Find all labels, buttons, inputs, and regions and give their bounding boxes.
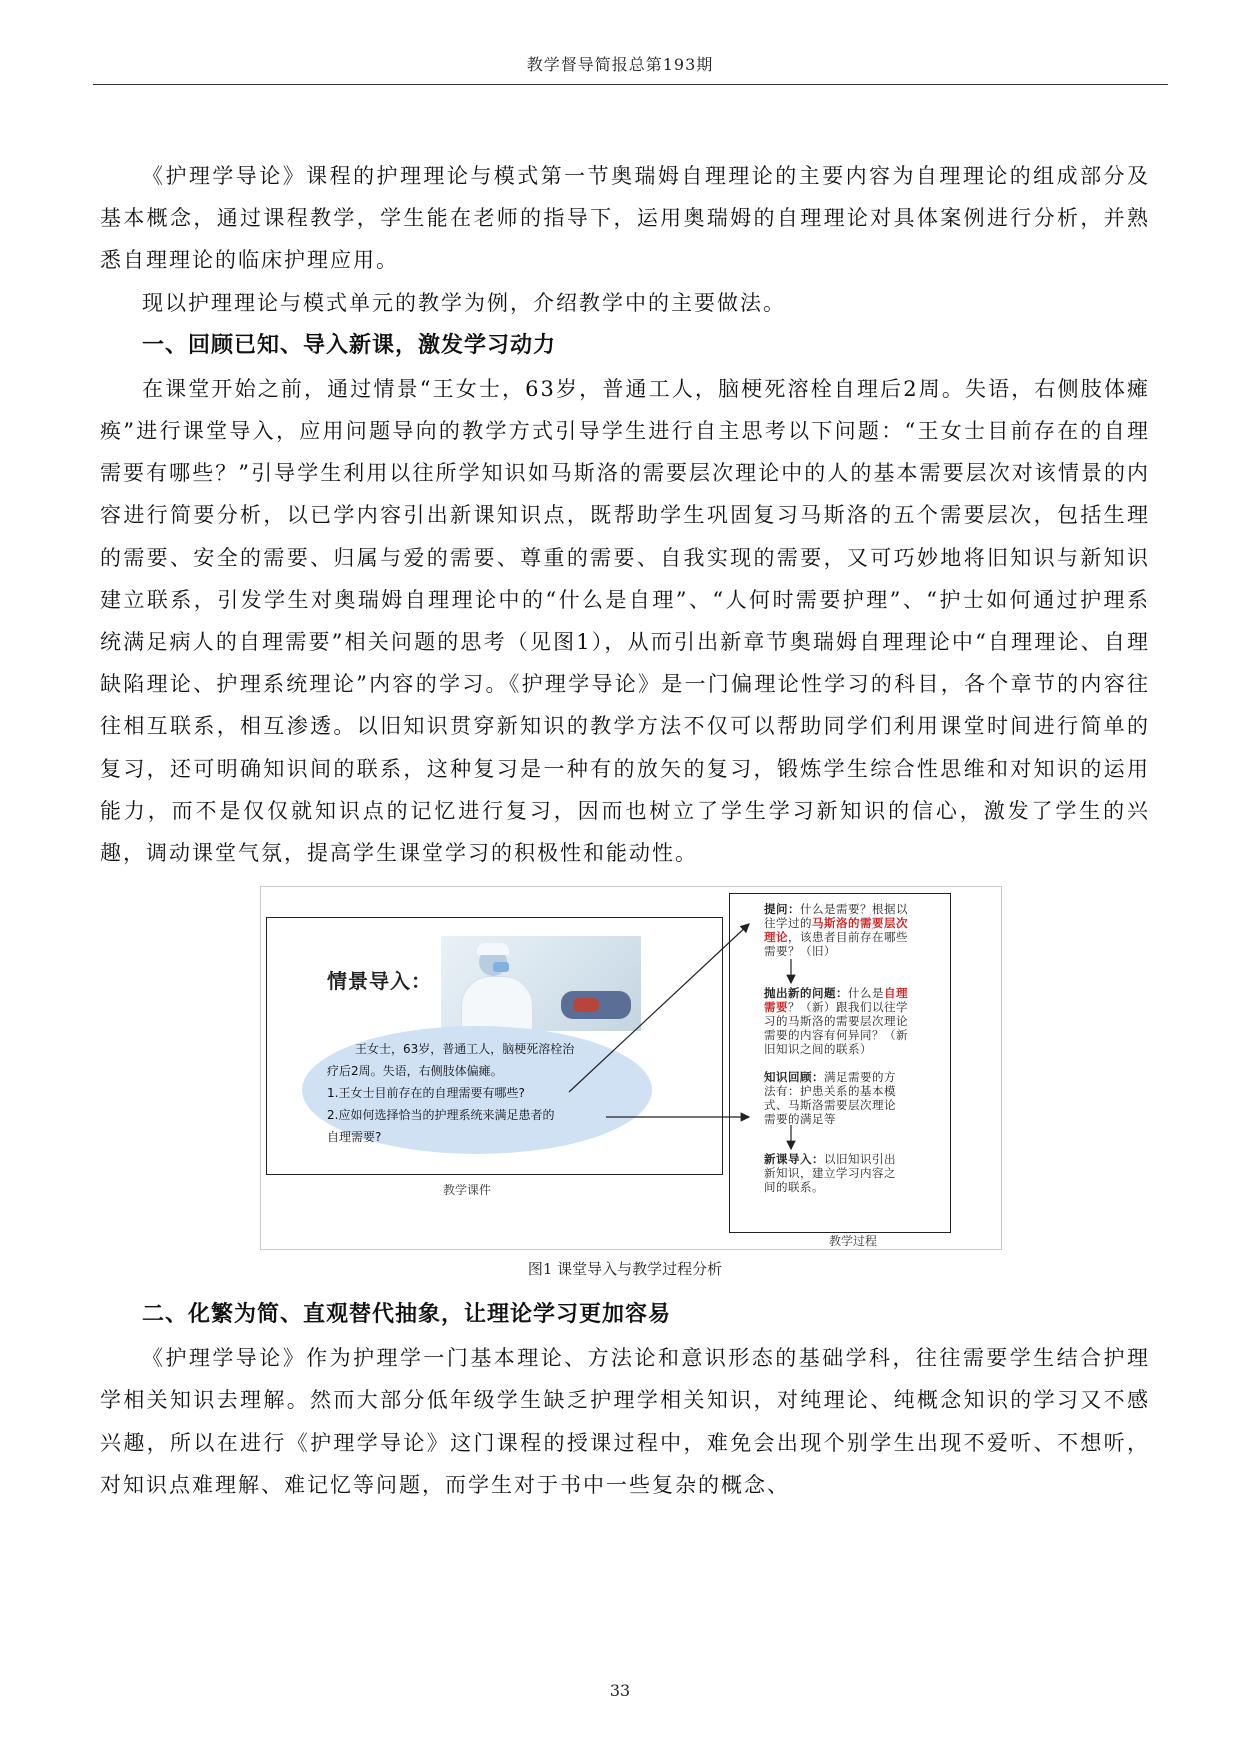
figure-arrows — [261, 887, 1001, 1249]
intro-paragraph-1: 《护理学导论》课程的护理理论与模式第一节奥瑞姆自理理论的主要内容为自理理论的组成部分及基本概念，通过课程教学，学生能在老师的指导下，运用奥瑞姆的自理理论对具体案例进行分析，并熟悉自理理论的临床护理应用。 — [100, 164, 1150, 273]
slide-title: 情景导入： — [327, 969, 432, 994]
process-step-3: 知识回顾：满足需要的方 法有：护患关系的基本模 式、马斯洛需要层次理论 需要的满足等 — [764, 1070, 896, 1127]
figure-1-caption: 图1 课堂导入与教学过程分析 — [527, 1260, 723, 1279]
page-body — [100, 155, 1150, 1506]
section-2-paragraph: 《护理学导论》作为护理学一门基本理论、方法论和意识形态的基础学科，往往需要学生结合护理学相关知识去理解。然而大部分低年级学生缺乏护理学相关知识，对纯理论、纯概念知识的学习又不感兴趣，所以在进行《护理学导论》这门课程的授课过程中，难免会出现个别学生出现不爱听、不想听，对知识点难理解、难记忆等问题，而学生对于书中一些复杂的概念、 — [100, 1346, 1150, 1497]
process-step-2: 抛出新的问题：什么是自理 需要？（新）跟我们以往学 习的马斯洛的需要层次理论 需要的内容有何异同？（新 旧知识之间的联系） — [764, 986, 908, 1057]
question-2b: 自理需要? — [327, 1130, 382, 1145]
section-2-heading: 二、化繁为简、直观替代抽象，让理论学习更加容易 — [142, 1302, 672, 1328]
scenario-line-1: 王女士，63岁，普通工人，脑梗死溶栓治 — [355, 1042, 575, 1057]
section-1-paragraph: 在课堂开始之前，通过情景“王女士，63岁，普通工人，脑梗死溶栓自理后2周。失语，右侧肢体瘫痪”进行课堂导入，应用问题导向的教学方式引导学生进行自主思考以下问题：“王女士目前存在的自理需要有哪些？”引导学生利用以往所学知识如马斯洛的需要层次理论中的人的基本需要层次对该情景的内容进行简要分析，以已学内容引出新课知识点，既帮助学生巩固复习马斯洛的五个需要层次，包括生理的需要、安全的需要、归属与爱的需要、尊重的需要、自我实现的需要，又可巧妙地将旧知识与新知识建立联系，引发学生对奥瑞姆自理理论中的“什么是自理”、“人何时需要护理”、“护士如何通过护理系统满足病人的自理需要”相关问题的思考（见图1），从而引出新章节奥瑞姆自理理论中“自理理论、自理缺陷理论、护理系统理论”内容的学习。《护理学导论》是一门偏理论性学习的科目，各个章节的内容往往相互联系，相互渗透。以旧知识贯穿新知识的教学方法不仅可以帮助同学们利用课堂时间进行简单的复习，还可明确知识间的联系，这种复习是一种有的放矢的复习，锻炼学生综合性思维和对知识的运用能力，而不是仅仅就知识点的记忆进行复习，因而也树立了学生学习新知识的信心，激发了学生的兴趣，调动课堂气氛，提高学生课堂学习的积极性和能动性。 — [100, 376, 1150, 866]
header-rule — [93, 84, 1168, 85]
process-step-4: 新课导入：以旧知识引出 新知识，建立学习内容之 间的联系。 — [764, 1152, 896, 1195]
figure-1 — [100, 886, 1150, 1279]
question-2a: 2.应如何选择恰当的护理系统来满足患者的 — [327, 1108, 555, 1123]
page-number: 33 — [609, 1681, 631, 1700]
intro-paragraph-2: 现以护理理论与模式单元的教学为例，介绍教学中的主要做法。 — [142, 290, 786, 315]
section-1-heading: 一、回顾已知、导入新课，激发学习动力 — [142, 332, 557, 358]
courseware-label: 教学课件 — [443, 1183, 492, 1198]
process-label: 教学过程 — [829, 1234, 878, 1249]
question-1: 1.王女士目前存在的自理需要有哪些? — [327, 1086, 525, 1101]
arrow-question1-to-step1 — [569, 924, 749, 1092]
scenario-line-2: 疗后2周。失语，右侧肢体偏瘫。 — [327, 1064, 503, 1079]
running-head: 教学督导简报总第193期 — [526, 55, 714, 74]
figure-1-panel — [260, 886, 1002, 1250]
process-step-1: 提问：什么是需要？根据以 往学过的马斯洛的需要层次 理论，该患者目前存在哪些 需要？（旧） — [764, 902, 908, 959]
